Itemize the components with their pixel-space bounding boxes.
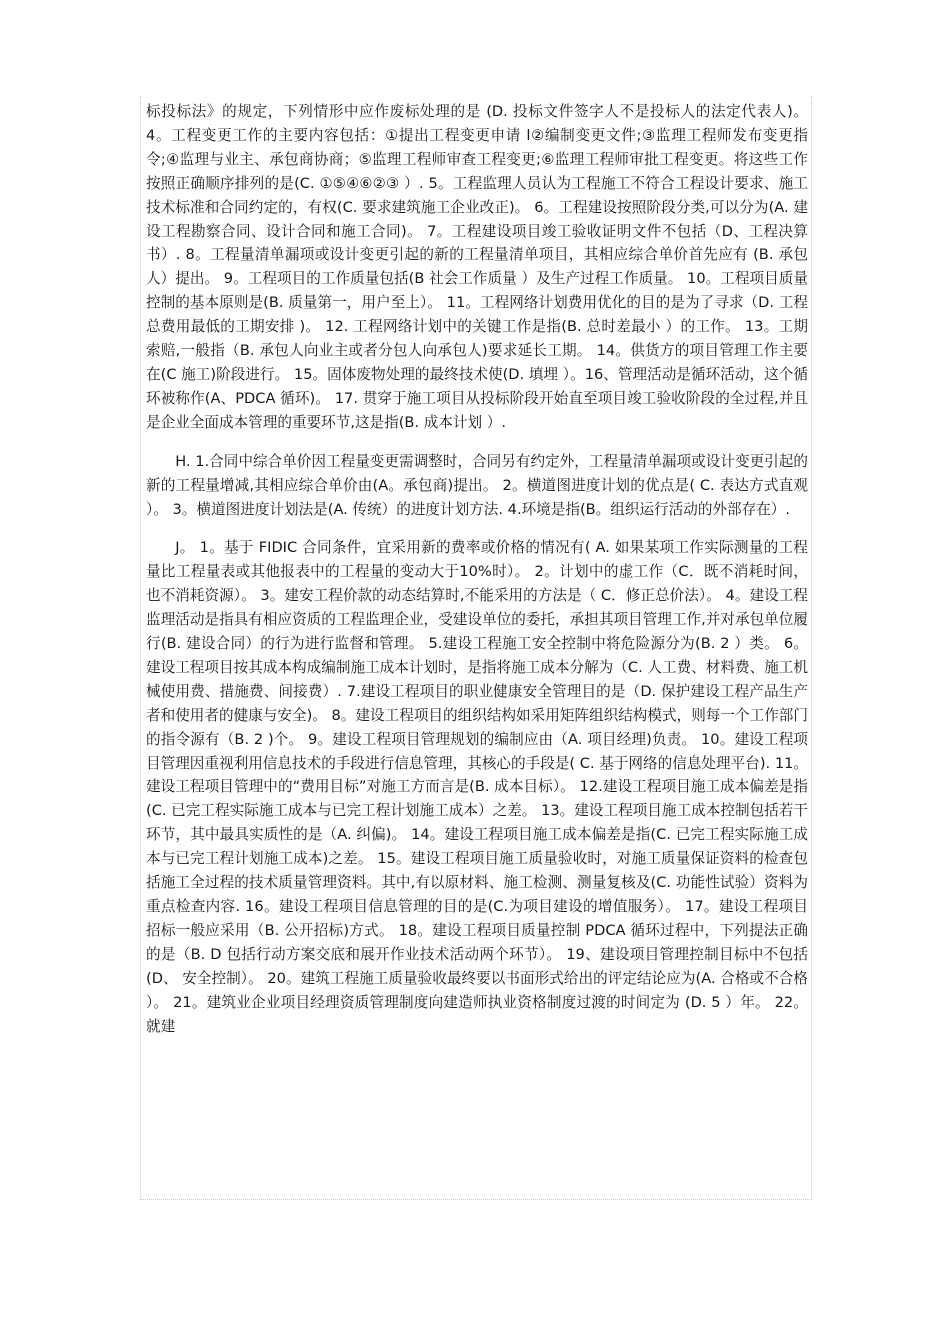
document-body bbox=[146, 100, 808, 1038]
paragraph-continuation: 标投标法》的规定，下列情形中应作废标处理的是 (D. 投标文件签字人不是投标人的法定代表人)。 4。工程变更工作的主要内容包括：①提出工程变更申请 l②编制变更文件;③监理工程师发布变更指令;④监理与业主、承包商协商；⑤监理工程师审查工程变更;⑥监理工程师审批工程变更。将这些工作按照正确顺序排列的是(C. ①⑤④⑥②③ ）. 5。工程监理人员认为工程施工不符合工程设计要求、施工技术标准和合同约定的，有权(C. 要求建筑施工企业改正)。 6。工程建设按照阶段分类,可以分为(A. 建设工程勘察合同、设计合同和施工合同)。 7。工程建设项目竣工验收证明文件不包括（D、工程决算书）. 8。工程量清单漏项或设计变更引起的新的工程量清单项目，其相应综合单价首先应有 (B. 承包人）提出。 9。工程项目的工作质量包括(B 社会工作质量 ）及生产过程工作质量。 10。工程项目质量控制的基本原则是(B. 质量第一，用户至上）。 11。工程网络计划费用优化的目的是为了寻求（D. 工程总费用最低的工期安排 )。 12. 工程网络计划中的关键工作是指(B. 总时差最小 ）的工作。 13。工期索赔,一般指（B. 承包人向业主或者分包人向承包人)要求延长工期。 14。供货方的项目管理工作主要在(C 施工)阶段进行。 15。固体废物处理的最终技术使(D. 填埋 ）。16、管理活动是循环活动，这个循环被称作(A、PDCA 循环)。 17. 贯穿于施工项目从投标阶段开始直至项目竣工验收阶段的全过程,并且是企业全面成本管理的重要环节,这是指(B. 成本计划 ）. bbox=[146, 103, 808, 431]
paragraph-section-h: H. 1.合同中综合单价因工程量变更需调整时，合同另有约定外，工程量清单漏项或设计变更引起的新的工程量增减,其相应综合单价由(A。承包商)提出。 2。横道图进度计划的优点是( C. 表达方式直观 ）。 3。横道图进度计划法是(A. 传统）的进度计划方法. 4.环境是指(B。组织运行活动的外部存在）. bbox=[146, 452, 808, 518]
paragraph-section-j: J。 1。基于 FIDIC 合同条件，宜采用新的费率或价格的情况有( A. 如果某项工作实际测量的工程量比工程量表或其他报表中的工程量的变动大于10%时）。 2。计划中的虚工作（C．既不消耗时间，也不消耗资源）。 3。建安工程价款的动态结算时,不能采用的方法是（ C．修正总价法）。 4。建设工程监理活动是指具有相应资质的工程监理企业，受建设单位的委托，承担其项目管理工作,并对承包单位履行(B. 建设合同）的行为进行监督和管理。 5.建设工程施工安全控制中将危险源分为(B. 2 ）类。 6。建设工程项目按其成本构成编制施工成本计划时，是指将施工成本分解为（C. 人工费、材料费、施工机械使用费、措施费、间接费）. 7.建设工程项目的职业健康安全管理目的是（D. 保护建设工程产品生产者和使用者的健康与安全)。 8。建设工程项目的组织结构如采用矩阵组织结构模式，则每一个工作部门的指令源有（B. 2 )个。 9。建设工程项目管理规划的编制应由（A. 项目经理)负责。 10。建设工程项目管理因重视利用信息技术的手段进行信息管理，其核心的手段是( C. 基于网络的信息处理平台). 11。建设工程项目管理中的“费用目标”对施工方而言是(B. 成本目标）。 12.建设工程项目施工成本偏差是指(C. 已完工程实际施工成本与已完工程计划施工成本）之差。 13。建设工程项目施工成本控制包括若干环节，其中最具实质性的是（A. 纠偏)。 14。建设工程项目施工成本偏差是指(C. 已完工程实际施工成本与已完工程计划施工成本)之差。 15。建设工程项目施工质量验收时，对施工质量保证资料的检查包括施工全过程的技术质量管理资料。其中,有以原材料、施工检测、测量复核及(C. 功能性试验）资料为重点检查内容. 16。建设工程项目信息管理的目的是(C.为项目建设的增值服务）。 17。建设工程项目招标一般应采用（B. 公开招标)方式。 18。建设工程项目质量控制 PDCA 循环过程中，下列提法正确的是（B. D 包括行动方案交底和展开作业技术活动两个环节）。 19、建设项目管理控制目标中不包括(D、 安全控制）。 20。建筑工程施工质量验收最终要以书面形式给出的评定结论应为(A. 合格或不合格 ）。 21。建筑业企业项目经理资质管理制度向建造师执业资格制度过渡的时间定为 (D. 5 ）年。 22。就建 bbox=[146, 539, 808, 1035]
